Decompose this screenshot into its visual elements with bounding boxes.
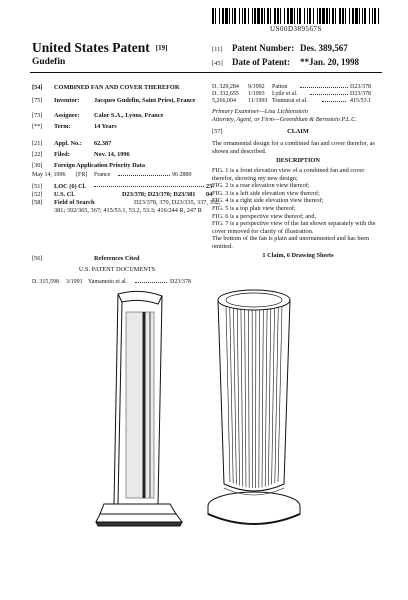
grille-line [275,307,278,483]
grille-line [278,306,282,482]
barcode-number: US00D389567S [270,25,322,33]
ref-leader [300,87,348,88]
ref-name: Lytle et al. [272,91,298,97]
priority-country-code: [FR] [76,172,88,178]
ref-name: Patton [272,84,288,90]
grille-line [226,306,230,482]
grille-line [248,310,249,488]
us-cl-value: D23/378; D23/370; D23/381 [122,191,196,198]
grille-line [241,309,243,486]
barcode-bar [257,8,260,24]
ref-date: 9/1992 [248,84,265,90]
field-code: [58] [32,199,43,206]
ref-leader [322,101,346,102]
barcode-bar [229,8,230,24]
loc-leader [94,186,204,187]
field-label: Foreign Application Priority Data [54,162,146,169]
claims-sheets: 1 Claim, 6 Drawing Sheets [262,252,334,259]
invention-title: COMBINED FAN AND COVER THEREFOR [54,84,180,91]
barcode-bar [326,8,328,24]
field-label: Assignee: [54,112,80,119]
appl-no-value: 62,387 [94,140,112,147]
attorney: Attorney, Agent, or Firm—Greenblum & Bernstein P.L.C. [212,116,357,123]
ref-date: 1/1993 [248,91,265,97]
barcode-bar [339,8,341,24]
barcode-bar [329,8,330,24]
barcode-bar [317,8,318,24]
barcode-bar [225,8,228,24]
grille-line [268,308,270,485]
grille-line [233,308,236,485]
description-line: FIG. 1 is a front elevation view of a combined fan and cover therefor, showing my new design; [212,167,365,182]
fan-front-elevation-drawing [88,290,188,542]
claim-title: CLAIM [287,128,309,135]
ref-name: Tsumurai et al. [272,98,308,104]
field-code: [21] [32,140,43,147]
claim-code: [57] [212,128,223,135]
description-line: FIG. 3 is a left side elevation view thereof; [212,189,320,197]
barcode-bar [248,8,249,24]
ref-class: D23/378 [350,91,371,97]
loc-value: 23-04 [206,183,215,198]
patent-type: United States Patent [32,40,150,55]
barcode [212,8,380,24]
barcode-bar [374,8,376,24]
barcode-bar [264,8,265,24]
barcode-bar [222,8,224,24]
patent-date: **Jan. 20, 1998 [300,57,360,67]
barcode-bar [378,8,379,24]
field-label: U.S. Cl. [54,191,75,198]
patent-number-label: Patent Number: [232,43,295,53]
barcode-bar [297,8,298,24]
ref-number: 5,266,004 [212,98,236,104]
date-code: [45] [212,60,223,67]
field-label: Term: [54,123,71,130]
patent-number-line [212,43,348,53]
us-docs-title: U.S. PATENT DOCUMENTS [78,266,156,273]
barcode-bar [284,8,285,24]
barcode-bar [362,8,363,24]
field-code: [75] [32,97,43,104]
description-line: The bottom of the fan is plain and unornamented and has been omitted. [212,235,370,250]
inventor-value: Jacques Gudefin, Saint Priest, France [94,97,196,104]
ref-name: Yamamoto et al. [88,279,128,285]
date-of-patent-line [212,57,360,67]
grille-line [230,307,233,483]
barcode-bar [290,8,293,24]
field-label: Field of Search [54,199,95,206]
filed-value: Nov. 14, 1996 [94,151,130,158]
barcode-bar [212,8,214,24]
ref-class: D23/378 [170,279,191,285]
description-title: DESCRIPTION [276,157,320,164]
header-rule [30,72,382,73]
barcode-bar [252,8,253,24]
patent-type-code: [19] [155,44,168,52]
description-body [212,167,384,251]
inventor-header: Gudefin [32,57,66,67]
field-code: [54] [32,84,43,91]
ref-number: D. 332,655 [212,91,239,97]
patent-number: Des. 389,567 [300,43,348,53]
barcode-bar [287,8,289,24]
claim-text: The ornamental design for a combined fan and cover therefor, as shown and described. [212,140,375,155]
field-label: LOC (6) Cl. [54,183,87,190]
description-line: FIG. 5 is a top plan view thereof; [212,204,296,212]
field-code: [30] [32,162,43,169]
grille-line [262,309,263,487]
barcode-bar [364,8,366,24]
field-code: [**] [32,123,43,130]
field-label: Filed: [54,151,70,158]
field-of-search-value: D23/378, 370, D23/335, 337, 332, 381; 392/365, 367; 415/53.1, 53.2, 53.3; 416/244 R, 247 R [54,199,221,214]
priority-country: France [94,172,111,178]
patent-number-code: [11] [212,46,223,53]
field-label: Inventor: [54,97,80,104]
claim-heading [212,128,384,136]
priority-date: May 14, 1996 [32,172,66,178]
ref-number: D. 315,598 [32,279,59,285]
barcode-bar [309,8,311,24]
ref-date: 11/1993 [248,98,268,104]
grille-line [245,309,246,487]
barcode-bar [332,8,334,24]
barcode-bar [215,8,216,24]
field-label: References Cited [94,255,140,262]
ref-date: 3/1991 [66,279,83,285]
barcode-bar [219,8,220,24]
barcode-bar [274,8,276,24]
priority-leader [118,175,170,176]
barcode-bar [244,8,246,24]
barcode-bar [254,8,256,24]
barcode-bar [319,8,321,24]
barcode-bar [294,8,295,24]
priority-number: 96 2889 [172,172,192,178]
barcode-bar [277,8,279,24]
barcode-bar [299,8,301,24]
date-label: Date of Patent: [232,57,290,67]
barcode-bar [313,8,314,24]
field-code: [51] [32,183,43,190]
barcode-bar [234,8,236,24]
barcode-bar [335,8,336,24]
barcode-bar [355,8,358,24]
ref-leader [135,282,167,283]
field-code: [73] [32,112,43,119]
ref-leader [310,94,348,95]
term-value: 14 Years [94,123,117,130]
field-code: [52] [32,191,43,198]
barcode-bar [261,8,263,24]
field-code: [56] [32,255,43,262]
grille-line [265,309,267,486]
barcode-bar [239,8,240,24]
primary-examiner: Primary Examiner—Lisa Lichtenstein [212,108,308,115]
fan-perspective-drawing [196,288,316,544]
barcode-bar [242,8,243,24]
grille-line [259,310,260,488]
description-line: FIG. 6 is a perspective view thereof; and, [212,212,317,220]
barcode-bar [349,8,350,24]
description-line: FIG. 4 is a right side elevation view thereof; [212,197,324,205]
barcode-bar [342,8,344,24]
barcode-bar [307,8,308,24]
barcode-bar [304,8,305,24]
barcode-bar [267,8,269,24]
description-line: FIG. 2 is a rear elevation view thereof; [212,182,310,190]
ref-class: D23/378 [350,84,371,90]
barcode-bar [280,8,281,24]
ref-number: D. 329,284 [212,84,239,90]
field-label: Appl. No.: [54,140,82,147]
barcode-bar [359,8,360,24]
grille-line [237,308,239,485]
field-code: [22] [32,151,43,158]
patent-type-title [32,40,167,56]
barcode-bar [345,8,346,24]
barcode-bar [232,8,233,24]
barcode-bar [352,8,354,24]
ref-class: 415/53.1 [350,98,372,104]
barcode-bar [322,8,325,24]
grille-line [272,308,275,485]
barcode-bar [369,8,370,24]
assignee-value: Calor S.A., Lyons, France [94,112,164,119]
barcode-bar [372,8,373,24]
barcode-bar [270,8,271,24]
description-line: FIG. 7 is a perspective view of the fan shown separately with the cover removed for clarity of illustration. [212,220,376,235]
